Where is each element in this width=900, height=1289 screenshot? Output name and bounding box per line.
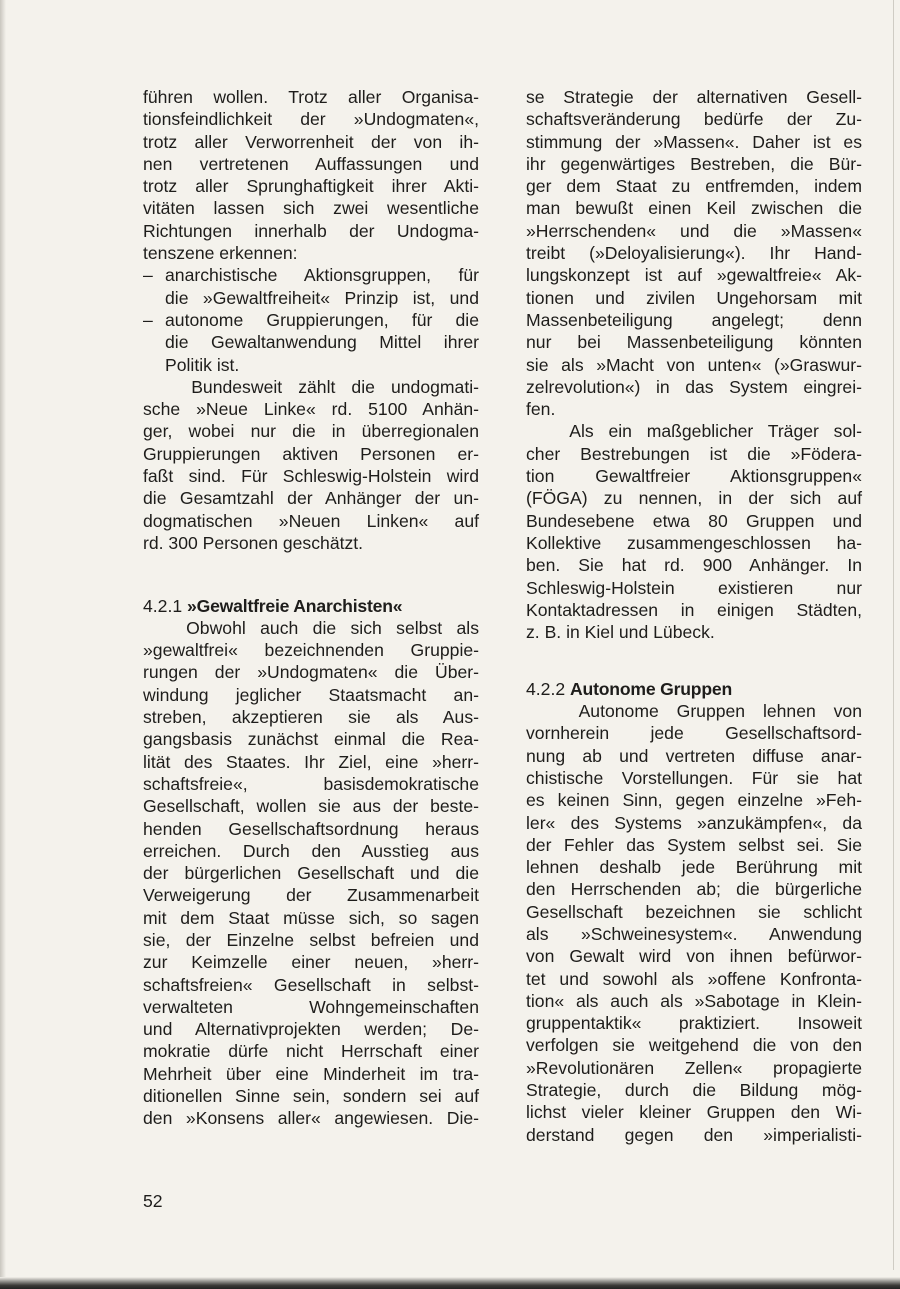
text-line: Gesellschaft, wollen sie aus der beste- (143, 796, 479, 817)
text-line: trotz aller Sprunghaftigkeit ihrer Akti- (143, 176, 479, 197)
left-paragraph-3 (143, 617, 479, 1130)
text-line: und Alternativprojekten werden; De- (143, 1019, 479, 1040)
text-line: lität des Staates. Ihr Ziel, eine »herr- (143, 751, 479, 772)
text-line: zelrevolution«) in das System eingrei- (526, 376, 862, 397)
text-line: gruppentaktik« praktiziert. Insoweit (526, 1013, 862, 1034)
text-line: trotz aller Verworrenheit der von ih- (143, 131, 479, 152)
text-line: Massenbeteiligung angelegt; denn (526, 309, 862, 330)
list-dash: – (143, 309, 153, 330)
text-line: derstand gegen den »imperialisti- (526, 1124, 862, 1145)
scan-bottom-edge-shadow (0, 1277, 900, 1289)
left-paragraph-1 (143, 86, 479, 264)
left-bullet-list (143, 264, 479, 375)
text-line: erreichen. Durch den Ausstieg aus (143, 840, 479, 861)
text-line: verwalteten Wohngemeinschaften (143, 996, 479, 1017)
text-line: Richtungen innerhalb der Undogma- (143, 220, 479, 241)
text-line: vornherein jede Gesellschaftsord- (526, 723, 862, 744)
left-paragraph-2 (143, 376, 479, 554)
text-line: verfolgen sie weitgehend die von den (526, 1035, 862, 1056)
text-line: schaftsfreie«, basisdemokratische (143, 773, 479, 794)
text-line: lichst vieler kleiner Gruppen den Wi- (526, 1102, 862, 1123)
text-line: sche »Neue Linke« rd. 5100 Anhän- (143, 399, 479, 420)
list-item-text: die »Gewaltfreiheit« Prinzip ist, und (165, 287, 479, 308)
text-line: treibt (»Deloyalisierung«). Ihr Hand- (526, 243, 862, 264)
text-line: Bundesebene etwa 80 Gruppen und (526, 510, 862, 531)
text-line: ger, wobei nur die in überregionalen (143, 421, 479, 442)
list-item-text: autonome Gruppierungen, für die (165, 309, 479, 330)
list-item-text: anarchistische Aktionsgruppen, für (165, 265, 479, 286)
list-item-text: Politik ist. (165, 354, 240, 375)
right-paragraph-1 (526, 86, 862, 420)
text-line: es keinen Sinn, gegen einzelne »Feh- (526, 790, 862, 811)
text-line: Kontaktadressen in einigen Städten, (526, 599, 862, 620)
list-dash: – (143, 265, 153, 286)
section-number: 4.2.2 (526, 678, 566, 699)
scan-left-edge-shadow (0, 0, 6, 1289)
text-line: Autonome Gruppen lehnen von (526, 701, 862, 722)
text-line: faßt sind. Für Schleswig-Holstein wird (143, 466, 479, 487)
text-line: streben, akzeptieren sie als Aus- (143, 707, 479, 728)
page-number: 52 (143, 1191, 163, 1211)
text-line: stimmung der »Massen«. Daher ist es (526, 131, 862, 152)
text-line: »gewaltfrei« bezeichnenden Gruppie- (143, 640, 479, 661)
list-item (143, 309, 479, 331)
text-line: von Gewalt wird von ihnen befürwor- (526, 946, 862, 967)
right-paragraph-2 (526, 420, 862, 643)
text-line: nur bei Massenbeteiligung könnten (526, 332, 862, 353)
text-line: Mehrheit über eine Minderheit im tra- (143, 1063, 479, 1084)
text-line: Kollektive zusammengeschlossen ha- (526, 532, 862, 553)
text-line: z. B. in Kiel und Lübeck. (526, 622, 715, 643)
text-line: schaftsveränderung bedürfe der Zu- (526, 109, 862, 130)
scan-right-edge-line (893, 0, 894, 1270)
text-line: den »Konsens aller« angewiesen. Die- (143, 1108, 479, 1129)
text-line: se Strategie der alternativen Gesell- (526, 87, 862, 107)
text-line: der Fehler das System selbst sei. Sie (526, 834, 862, 855)
section-heading-4-2-1 (143, 595, 479, 617)
list-item-text: die Gewaltanwendung Mittel ihrer (165, 332, 479, 353)
text-line: vitäten lassen sich zwei wesentliche (143, 198, 479, 219)
text-line: tet und sowohl als »offene Konfronta- (526, 968, 862, 989)
text-line: tionsfeindlichkeit der »Undogmaten«, (143, 109, 479, 130)
text-line: sie als »Macht von unten« (»Graswur- (526, 354, 862, 375)
text-line: windung jeglicher Staatsmacht an- (143, 684, 479, 705)
text-line: als »Schweinesystem«. Anwendung (526, 923, 862, 944)
text-line: tionen und zivilen Ungehorsam mit (526, 287, 862, 308)
section-heading-4-2-2 (526, 678, 862, 700)
section-number: 4.2.1 (143, 595, 183, 616)
text-line: mit dem Staat müsse sich, so sagen (143, 907, 479, 928)
text-line: Verweigerung der Zusammenarbeit (143, 885, 479, 906)
text-line: den Herrschenden ab; die bürgerliche (526, 879, 862, 900)
left-column (143, 86, 479, 1130)
text-line: tenszene erkennen: (143, 243, 298, 264)
right-column (526, 86, 862, 1146)
text-line: ihr gegenwärtiges Bestreben, die Bür- (526, 153, 862, 174)
text-line: nen vertretenen Auffassungen und (143, 153, 479, 174)
text-line: zur Keimzelle einer neuen, »herr- (143, 952, 479, 973)
text-line: gangsbasis zunächst einmal die Rea- (143, 729, 479, 750)
text-line: henden Gesellschaftsordnung heraus (143, 818, 479, 839)
text-line: dogmatischen »Neuen Linken« auf (143, 510, 479, 531)
text-line: (FÖGA) zu nennen, in der sich auf (526, 488, 862, 509)
text-line: cher Bestrebungen ist die »Födera- (526, 443, 862, 464)
text-line: ditionellen Sinne sein, sondern sei auf (143, 1086, 479, 1107)
text-line: schaftsfreien« Gesellschaft in selbst- (143, 974, 479, 995)
text-line: Bundesweit zählt die undogmati- (143, 376, 479, 397)
text-line: ben. Sie hat rd. 900 Anhänger. In (526, 555, 862, 576)
text-line: mokratie dürfe nicht Herrschaft einer (143, 1041, 479, 1062)
text-line: chistische Vorstellungen. Für sie hat (526, 767, 862, 788)
text-line: sie, der Einzelne selbst befreien und (143, 929, 479, 950)
text-line: »Revolutionären Zellen« propagierte (526, 1057, 862, 1078)
text-line: Gruppierungen aktiven Personen er- (143, 443, 479, 464)
text-line: tion Gewaltfreier Aktionsgruppen« (526, 466, 862, 487)
text-line: Obwohl auch die sich selbst als (143, 617, 479, 638)
text-line: die Gesamtzahl der Anhänger der un- (143, 488, 479, 509)
text-line: man bewußt einen Keil zwischen die (526, 198, 862, 219)
text-line: der bürgerlichen Gesellschaft und die (143, 863, 479, 884)
right-paragraph-3 (526, 700, 862, 1146)
text-line: Schleswig-Holstein existieren nur (526, 577, 862, 598)
text-line: Als ein maßgeblicher Träger sol- (526, 421, 862, 442)
text-line: Strategie, durch die Bildung mög- (526, 1080, 862, 1101)
text-line: »Herrschenden« und die »Massen« (526, 220, 862, 241)
text-line: rungen der »Undogmaten« die Über- (143, 662, 479, 683)
text-line: lungskonzept ist auf »gewaltfreie« Ak- (526, 265, 862, 286)
text-line: ger dem Staat zu entfremden, indem (526, 176, 862, 197)
text-line: nung ab und vertreten diffuse anar- (526, 745, 862, 766)
list-item (143, 264, 479, 286)
text-line: fen. (526, 399, 556, 420)
text-line: ler« des Systems »anzukämpfen«, da (526, 812, 862, 833)
text-line: Gesellschaft bezeichnen sie schlicht (526, 901, 862, 922)
section-title: »Gewaltfreie Anarchisten« (187, 595, 403, 616)
text-line: führen wollen. Trotz aller Organisa- (143, 87, 479, 107)
text-line: tion« als auch als »Sabotage in Klein- (526, 990, 862, 1011)
section-title: Autonome Gruppen (570, 678, 733, 699)
text-line: lehnen deshalb jede Berührung mit (526, 857, 862, 878)
text-line: rd. 300 Personen geschätzt. (143, 532, 364, 553)
